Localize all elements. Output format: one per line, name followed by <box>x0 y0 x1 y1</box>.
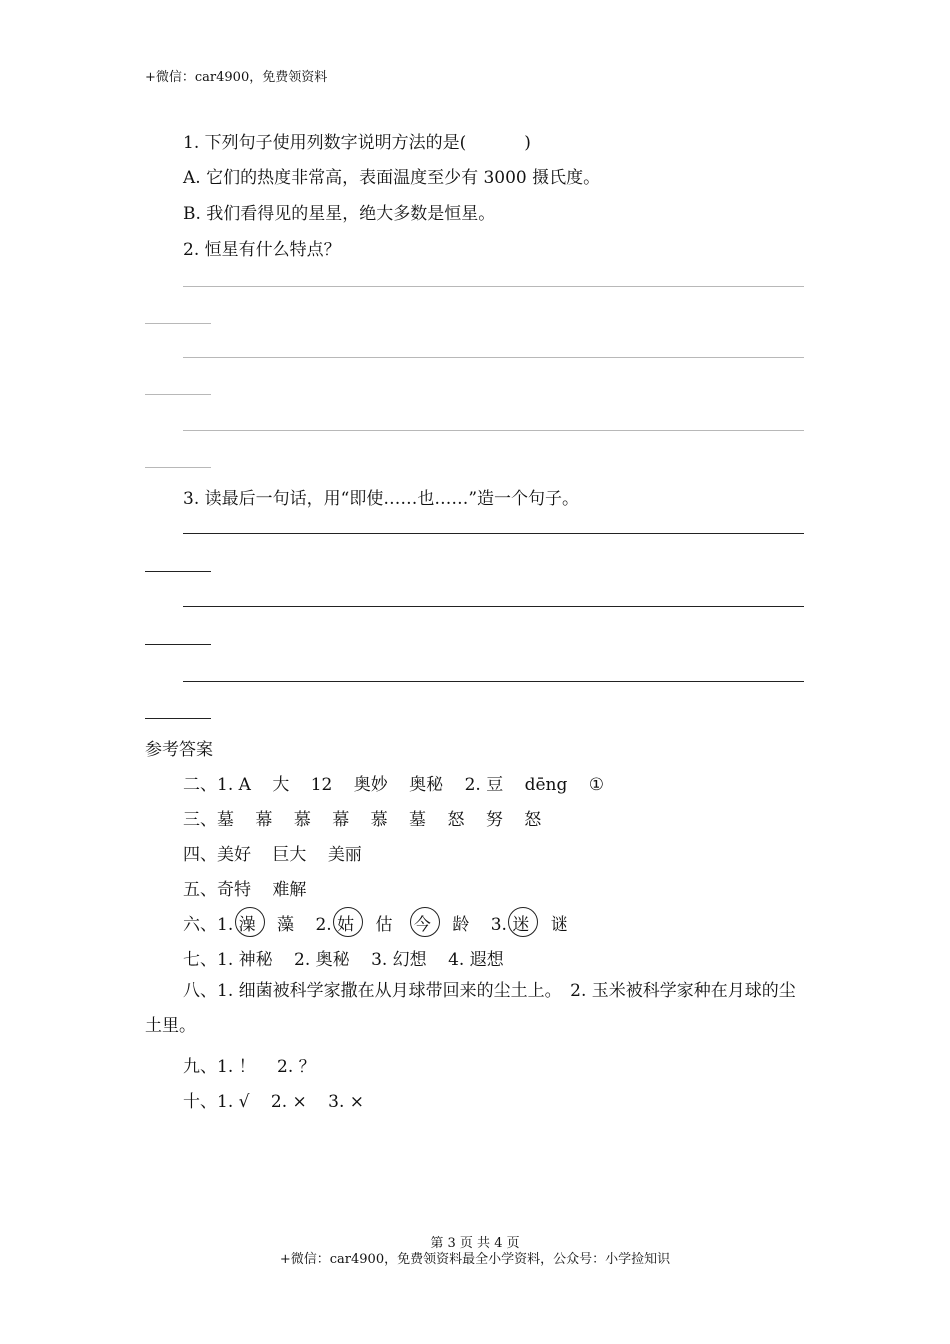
circled-char: 姑 <box>337 910 354 935</box>
answer-line <box>183 606 804 607</box>
footer-note: +微信：car4900，免费领资料最全小学资料，公众号：小学捡知识 <box>279 1252 671 1267</box>
answer-line <box>183 357 804 358</box>
answer-section-7: 七、1. 神秘 2. 奥秘 3. 幻想 4. 遐想 <box>183 950 504 970</box>
answer-line <box>183 681 804 682</box>
answer-line <box>183 286 804 287</box>
answer-line-continuation <box>145 467 211 468</box>
header-note: +微信：car4900，免费领资料 <box>145 70 328 85</box>
option-a: A. 它们的热度非常高，表面温度至少有 3000 摄氏度。 <box>183 168 601 188</box>
question-2: 2. 恒星有什么特点？ <box>183 240 341 260</box>
answers-title: 参考答案 <box>145 740 213 760</box>
question-1 <box>183 128 531 153</box>
answer-section-9: 九、1. ！ 2. ？ <box>183 1057 316 1077</box>
question-1-text: 1. 下列句子使用列数字说明方法的是( <box>183 133 467 153</box>
page-number: 第 3 页 共 4 页 <box>430 1236 520 1251</box>
answer-section-3: 三、墓 幕 慕 幕 慕 墓 怒 努 怒 <box>183 810 542 830</box>
circled-char: 今 <box>414 910 431 935</box>
question-1-close: ) <box>524 133 531 153</box>
answer-section-5: 五、奇特 难解 <box>183 880 307 900</box>
answer-line-continuation <box>145 718 211 719</box>
answer-line <box>183 430 804 431</box>
circled-char: 澡 <box>239 910 256 935</box>
answer-line-continuation <box>145 323 211 324</box>
answer-section-6: 六、1. 澡 藻 2. 姑 估 今 龄 3. 迷 谜 <box>183 910 584 935</box>
answer-section-8: 八、1. 细菌被科学家撒在从月球带回来的尘土上。 2. 玉米被科学家种在月球的尘土里。 <box>145 981 796 1036</box>
answer-section-4: 四、美好 巨大 美丽 <box>183 845 362 865</box>
answer-line-continuation <box>145 571 211 572</box>
answer-line-continuation <box>145 644 211 645</box>
option-b: B. 我们看得见的星星，绝大多数是恒星。 <box>183 204 496 224</box>
answer-section-2: 二、1. A 大 12 奥妙 奥秘 2. 豆 dēng ① <box>183 775 605 795</box>
circled-char: 迷 <box>512 910 529 935</box>
answer-line-continuation <box>145 394 211 395</box>
question-3: 3. 读最后一句话，用“即使……也……”造一个句子。 <box>183 489 580 509</box>
answer-section-10: 十、1. √ 2. × 3. × <box>183 1092 365 1112</box>
answer-line <box>183 533 804 534</box>
